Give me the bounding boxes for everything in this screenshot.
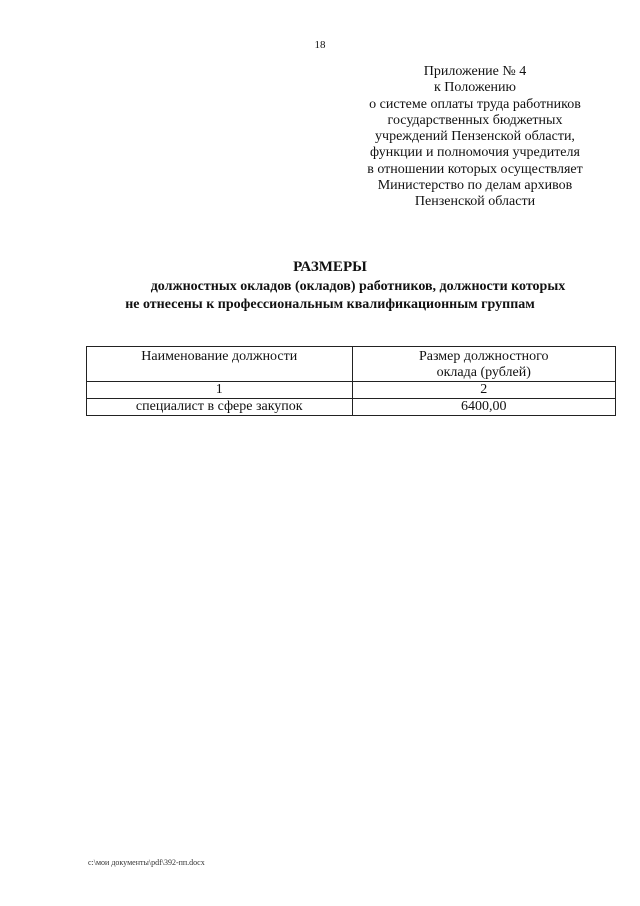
appendix-line: Приложение № 4	[423, 64, 527, 79]
salary-value-cell: 6400,00	[352, 399, 616, 416]
title-subtitle-line: должностных окладов (окладов) работников, должности которых	[150, 279, 566, 294]
footer-file-path: c:\мои документы\pdf\392-пп.docx	[88, 858, 205, 867]
appendix-line: о системе оплаты труда работников	[369, 96, 581, 112]
title-main: РАЗМЕРЫ	[293, 259, 367, 275]
appendix-line: Министерство по делам архивов	[377, 178, 573, 194]
header-salary-line: Размер должностного	[418, 349, 549, 364]
appendix-line: Пензенской области	[414, 194, 536, 210]
appendix-header	[340, 64, 610, 211]
table-row	[87, 399, 616, 416]
appendix-line: к Положению	[433, 80, 516, 96]
column-number: 2	[352, 382, 616, 399]
document-title	[40, 258, 620, 314]
salary-table	[86, 346, 616, 416]
header-salary-size	[352, 347, 616, 382]
position-name-cell: специалист в сфере закупок	[87, 399, 353, 416]
column-number-row	[87, 382, 616, 399]
appendix-line: учреждений Пензенской области,	[375, 129, 575, 145]
column-number: 1	[87, 382, 353, 399]
header-position-name: Наименование должности	[87, 347, 353, 382]
appendix-line: в отношении которых осуществляет	[367, 161, 583, 177]
appendix-line: функции и полномочия учредителя	[370, 145, 580, 161]
header-salary-line: оклада (рублей)	[436, 365, 531, 380]
page-number: 18	[314, 39, 326, 51]
table-header-row	[87, 347, 616, 382]
title-subtitle-line: не отнесены к профессиональным квалификационным группам	[125, 297, 535, 312]
appendix-line: государственных бюджетных	[387, 112, 563, 128]
